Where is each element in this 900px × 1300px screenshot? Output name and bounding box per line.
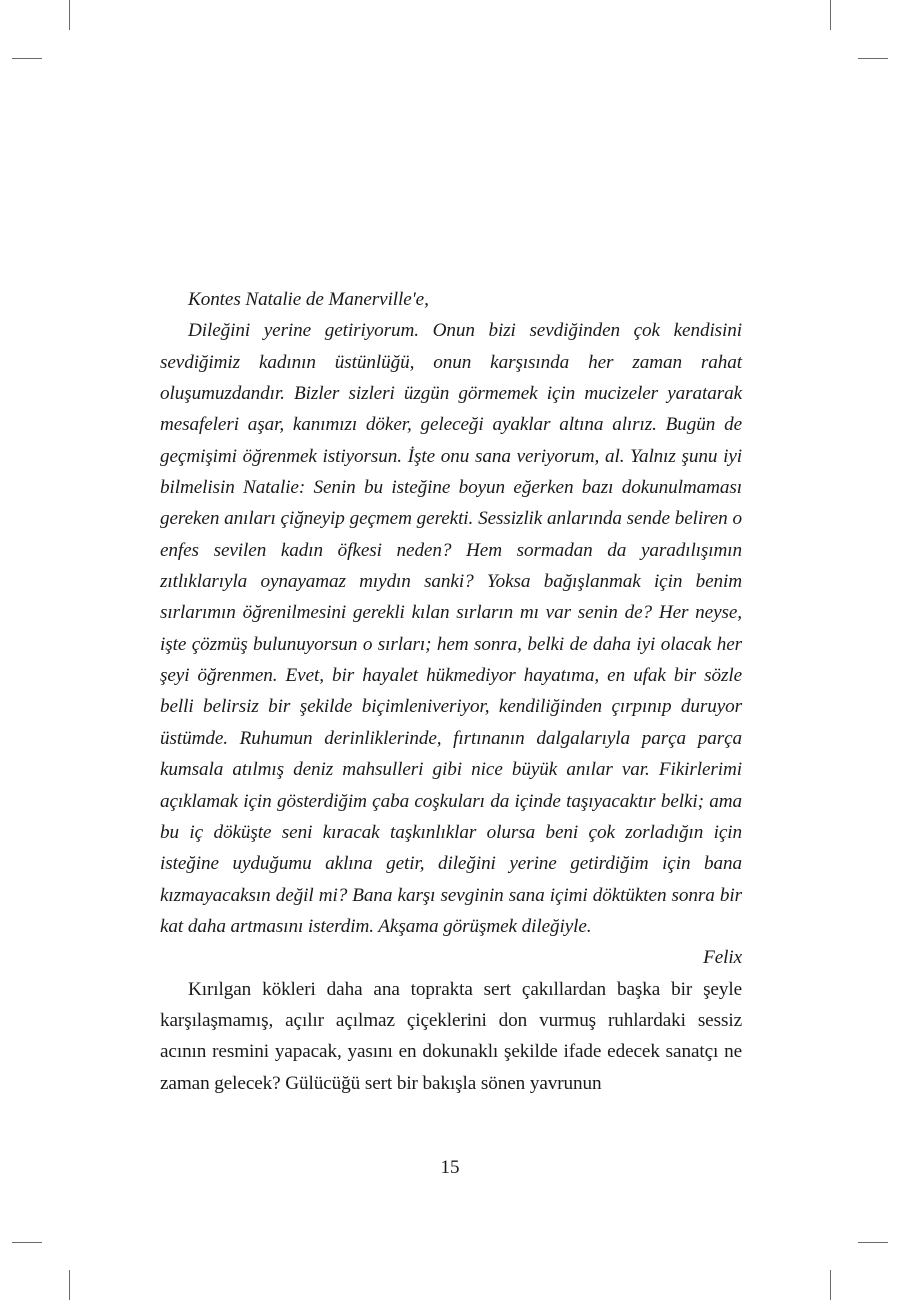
crop-mark-right-bottom: [858, 1242, 888, 1243]
letter-salutation: Kontes Natalie de Manerville'e,: [188, 289, 429, 310]
crop-mark-bottom-left: [69, 1270, 70, 1300]
page-text: [160, 284, 742, 1099]
narrative-paragraph: Kırılgan kökleri daha ana toprakta sert çakıllardan başka bir şeyle karşılaşmamış, açılır açılmaz çiçeklerini don vurmuş ruhlardaki sessiz acının resmini yapacak, yasını en dokunaklı şekilde ifade edecek sanatçı ne zaman gelecek? Gülücüğü sert bir bakışla sönen yavrunun: [160, 978, 742, 1094]
crop-mark-left-top: [12, 58, 42, 59]
crop-mark-right-top: [858, 58, 888, 59]
letter-body: Dileğini yerine getiriyorum. Onun bizi sevdiğinden çok kendisini sevdiğimiz kadının üstünlüğü, onun karşısında her zaman rahat oluşumuzdandır. Bizler sizleri üzgün görmemek için mucizeler yaratarak mesafeleri aşar, kanımızı döker, geleceği ayaklar altına alırız. Bugün de geçmişimi öğrenmek istiyorsun. İşte onu sana veriyorum, al. Yalnız şunu iyi bilmelisin Natalie: Senin bu isteğine boyun eğerken bazı dokunulmaması gereken anıları çiğneyip geçmem gerekti. Sessizlik anlarında sende beliren o enfes sevilen kadın öfkesi neden? Hem sormadan da yaradılışımın zıtlıklarıyla oynayamaz mıydın sanki? Yoksa bağışlanmak için benim sırlarımın öğrenilmesini gerekli kılan sırların mı var senin de? Her neyse, işte çözmüş bulunuyorsun o sırları; hem sonra, belki de daha iyi olacak her şeyi öğrenmen. Evet, bir hayalet hükmediyor hayatıma, en ufak bir sözle belli belirsiz bir şekilde biçimleniveriyor, kendiliğinden çırpınıp duruyor üstümde. Ruhumun derinliklerinde, fırtınanın dalgalarıyla parça parça kumsala atılmış deniz mahsulleri gibi nice büyük anılar var. Fikirlerimi açıklamak için gösterdiğim çaba coşkuları da içinde taşıyacaktır belki; ama bu iç döküşte seni kıracak taşkınlıklar olursa beni çok zorladığın için isteğine uyduğumu aklına getir, dileğini yerine getirdiğim için bana kızmayacaksın değil mi? Bana karşı sevginin sana içimi döktükten sonra bir kat daha artmasını isterdim. Akşama görüşmek dileğiyle.: [160, 320, 742, 937]
crop-mark-top-left: [69, 0, 70, 30]
crop-mark-left-bottom: [12, 1242, 42, 1243]
letter-signature: Felix: [703, 947, 742, 969]
crop-mark-top-right: [830, 0, 831, 30]
crop-mark-bottom-right: [830, 1270, 831, 1300]
page-number: 15: [440, 1157, 460, 1178]
